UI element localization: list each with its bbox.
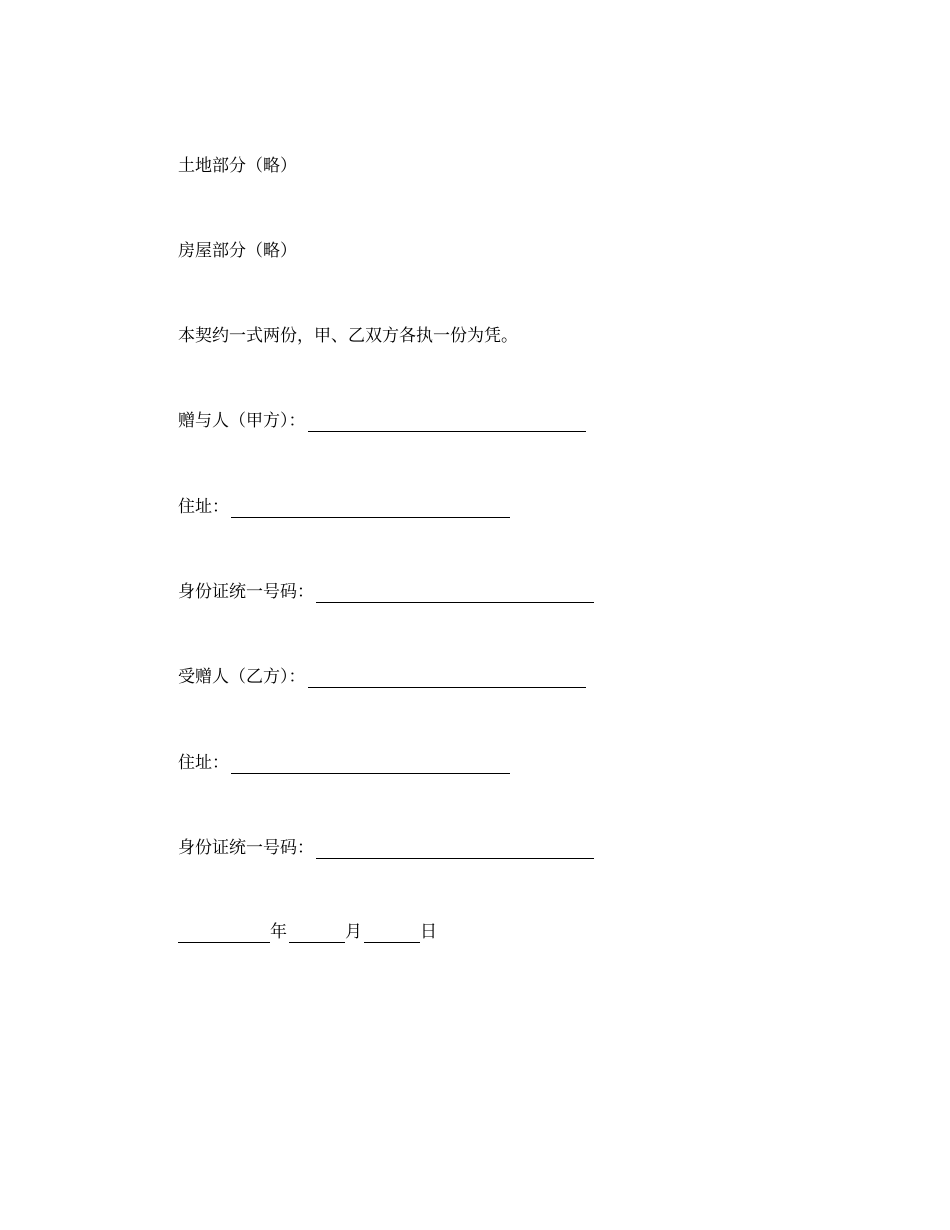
day-blank[interactable] bbox=[364, 924, 420, 943]
donee-id-blank[interactable] bbox=[316, 840, 594, 859]
donee-id-line bbox=[178, 837, 594, 859]
donor-id-line bbox=[178, 581, 594, 603]
donor-address-line bbox=[178, 496, 510, 518]
month-blank[interactable] bbox=[289, 924, 345, 943]
donor-id-blank[interactable] bbox=[316, 584, 594, 603]
donor-address-blank[interactable] bbox=[231, 499, 510, 518]
donee-address-blank[interactable] bbox=[231, 755, 510, 774]
donee-name-blank[interactable] bbox=[308, 669, 586, 688]
land-section-line bbox=[178, 155, 297, 177]
copies-clause-text: 本契约一式两份，甲、乙双方各执一份为凭。 bbox=[178, 326, 518, 346]
donee-label: 受赠人（乙方）： bbox=[178, 667, 306, 687]
date-line bbox=[178, 921, 437, 943]
day-label: 日 bbox=[420, 922, 437, 942]
house-section-line bbox=[178, 240, 297, 262]
donor-label: 赠与人（甲方）： bbox=[178, 411, 306, 431]
donee-id-label: 身份证统一号码： bbox=[178, 838, 314, 858]
year-label: 年 bbox=[270, 922, 287, 942]
donee-address-line bbox=[178, 752, 510, 774]
house-section-text: 房屋部分（略） bbox=[178, 241, 297, 261]
donee-address-label: 住址： bbox=[178, 753, 229, 773]
donor-name-blank[interactable] bbox=[308, 413, 586, 432]
donee-line bbox=[178, 666, 586, 688]
donor-address-label: 住址： bbox=[178, 497, 229, 517]
donor-line bbox=[178, 410, 586, 432]
land-section-text: 土地部分（略） bbox=[178, 156, 297, 176]
year-blank[interactable] bbox=[178, 924, 270, 943]
month-label: 月 bbox=[345, 922, 362, 942]
copies-clause-line bbox=[178, 325, 518, 347]
donor-id-label: 身份证统一号码： bbox=[178, 582, 314, 602]
